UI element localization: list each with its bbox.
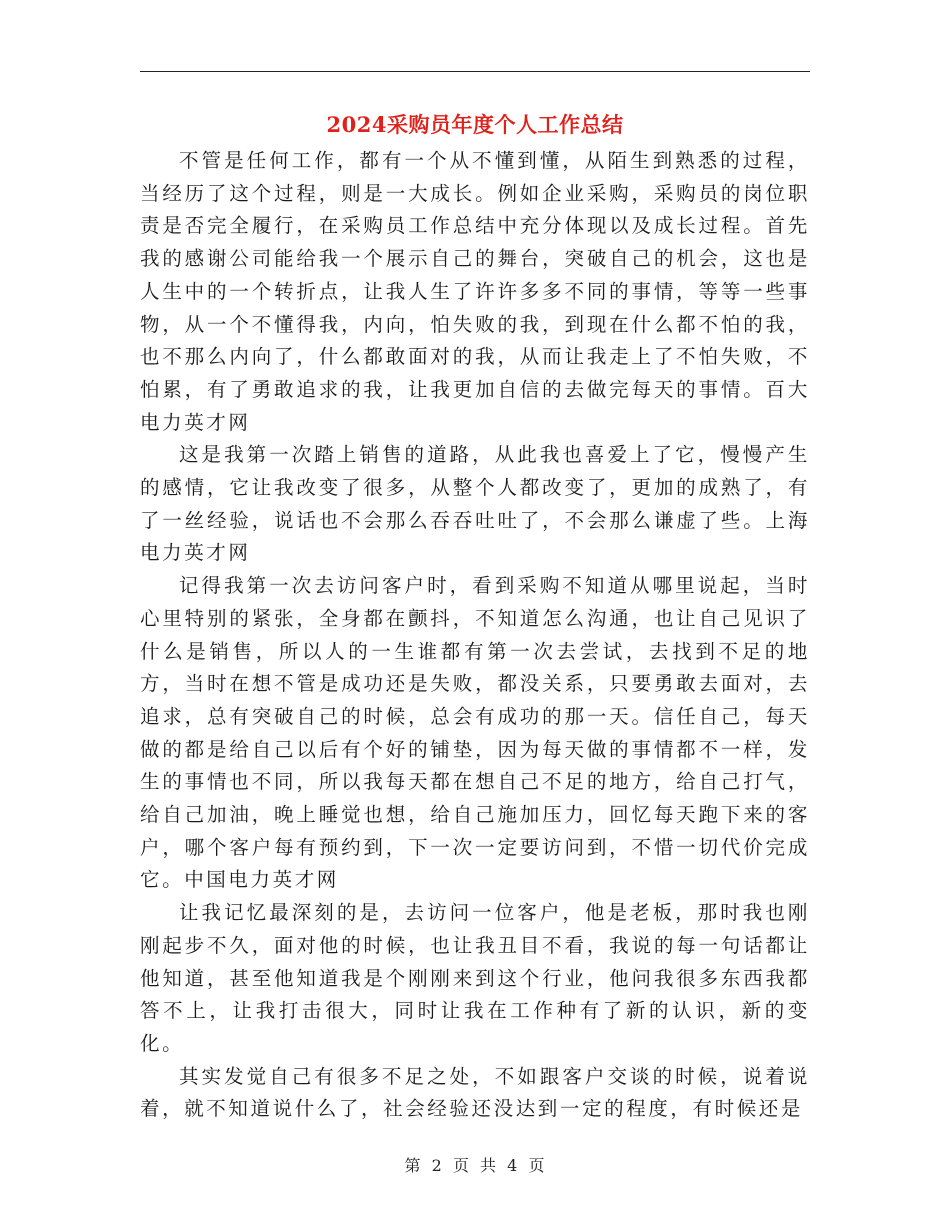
footer-total-pages: 4 <box>507 1156 519 1175</box>
header-rule <box>140 71 810 72</box>
paragraph-2: 这是我第一次踏上销售的道路，从此我也喜爱上了它，慢慢产生的感情，它让我改变了很多，从整个人都改变了，更加的成熟了，有了一丝经验，说话也不会那么吞吞吐吐了，不会那么谦虚了些。上海电力英才网 <box>140 443 810 565</box>
paragraph-4: 让我记忆最深刻的是，去访问一位客户，他是老板，那时我也刚刚起步不久，面对他的时候，也让我丑目不看，我说的每一句话都让他知道，甚至他知道我是个刚刚来到这个行业，他问我很多东西我都答不上，让我打击很大，同时让我在工作种有了新的认识，新的变化。 <box>140 901 810 1055</box>
footer-total-label: 共 <box>480 1156 498 1175</box>
paragraph-3: 记得我第一次去访问客户时，看到采购不知道从哪里说起，当时心里特别的紧张，全身都在颤抖，不知道怎么沟通，也让自己见识了什么是销售，所以人的一生谁都有第一次去尝试，去找到不足的地方，当时在想不管是成功还是失败，都没关系，只要勇敢去面对，去追求，总有突破自己的时候，总会有成功的那一天。信任自己，每天做的都是给自己以后有个好的铺垫，因为每天做的事情都不一样，发生的事情也不同，所以我每天都在想自己不足的地方，给自己打气，给自己加油，晚上睡觉也想，给自己施加压力，回忆每天跑下来的客户，哪个客户每有预约到，下一次一定要访问到，不惜一切代价完成它。中国电力英才网 <box>140 574 810 892</box>
footer-prefix: 第 <box>404 1156 422 1175</box>
footer-current-page: 2 <box>431 1156 443 1175</box>
document-title: 2024采购员年度个人工作总结 <box>326 112 624 137</box>
page-footer <box>0 1153 950 1176</box>
footer-page-mid: 页 <box>452 1156 470 1175</box>
paragraph-5: 其实发觉自己有很多不足之处，不如跟客户交谈的时候，说着说着，就不知道说什么了，社会经验还没达到一定的程度，有时候还是 <box>140 1064 810 1121</box>
footer-suffix: 页 <box>528 1156 546 1175</box>
document-body <box>140 145 810 1126</box>
paragraph-1: 不管是任何工作，都有一个从不懂到懂，从陌生到熟悉的过程，当经历了这个过程，则是一大成长。例如企业采购，采购员的岗位职责是否完全履行，在采购员工作总结中充分体现以及成长过程。首先我的感谢公司能给我一个展示自己的舞台，突破自己的机会，这也是人生中的一个转折点，让我人生了许许多多不同的事情，等等一些事物，从一个不懂得我，内向，怕失败的我，到现在什么都不怕的我，也不那么内向了，什么都敢面对的我，从而让我走上了不怕失败，不怕累，有了勇敢追求的我，让我更加自信的去做完每天的事情。百大电力英才网 <box>140 149 810 434</box>
